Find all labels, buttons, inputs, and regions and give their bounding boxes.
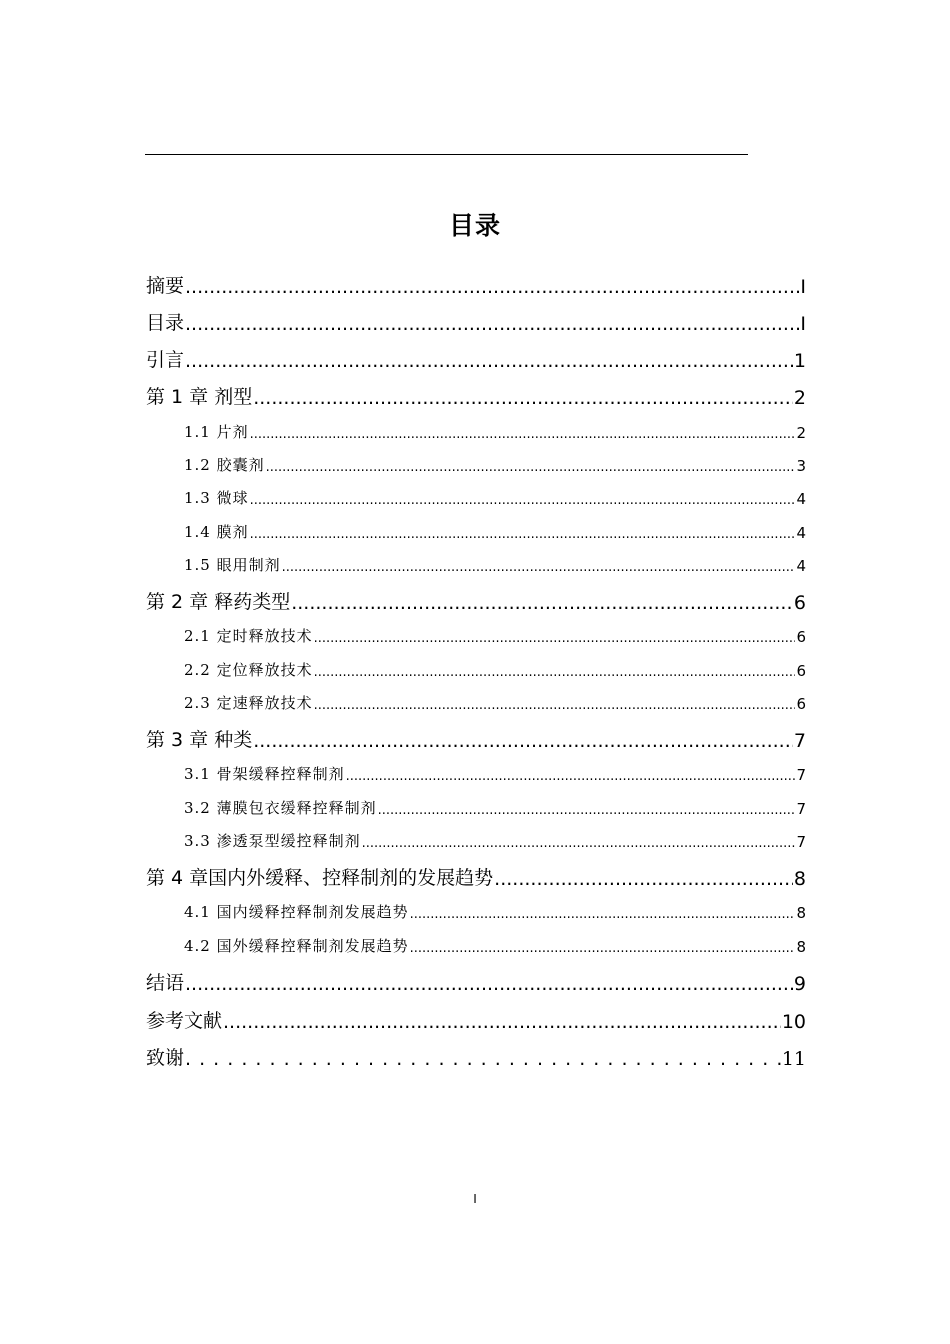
toc-entry-page: I: [800, 276, 806, 298]
toc-entry-section-3-1[interactable]: [146, 762, 806, 784]
toc-entry-conclusion[interactable]: [146, 967, 806, 995]
toc-entry-label: 1.1 片剂: [184, 423, 249, 441]
toc-entry-page: 7: [796, 800, 806, 818]
toc-entry-label: 第 4 章国内外缓释、控释制剂的发展趋势: [146, 867, 494, 889]
dot-leader: [362, 836, 796, 851]
dot-leader: [410, 941, 796, 956]
dot-leader: [223, 1011, 781, 1033]
toc-entry-page: 6: [796, 662, 806, 680]
toc-entry-abstract[interactable]: [146, 270, 806, 298]
toc-entry-section-2-2[interactable]: [146, 658, 806, 680]
toc-entry-section-4-1[interactable]: [146, 900, 806, 922]
dot-leader: [378, 803, 796, 818]
toc-entry-section-2-3[interactable]: [146, 691, 806, 713]
toc-entry-page: 8: [796, 938, 806, 956]
toc-entry-label: 2.3 定速释放技术: [184, 694, 313, 712]
toc-entry-section-3-3[interactable]: [146, 829, 806, 851]
toc-entry-page: 2: [793, 387, 806, 409]
toc-entry-label: 摘要: [146, 275, 185, 297]
toc-entry-section-1-1[interactable]: [146, 420, 806, 442]
dot-leader: [185, 1048, 781, 1070]
dot-leader: [314, 698, 796, 713]
header-rule: [145, 154, 748, 155]
toc-title: 目录: [448, 211, 501, 240]
toc-entry-references[interactable]: [146, 1005, 806, 1033]
toc-entry-section-4-2[interactable]: [146, 934, 806, 956]
dot-leader: [410, 907, 796, 922]
dot-leader: [185, 313, 799, 335]
toc-entry-page: 4: [796, 557, 806, 575]
toc-entry-label: 第 2 章 释药类型: [146, 591, 291, 613]
toc-entry-section-2-1[interactable]: [146, 624, 806, 646]
toc-entry-page: 4: [796, 490, 806, 508]
toc-entry-page: 7: [796, 766, 806, 784]
dot-leader: [282, 560, 796, 575]
toc-entry-label: 3.3 渗透泵型缓控释制剂: [184, 832, 361, 850]
toc-entry-page: 1: [793, 350, 806, 372]
toc-entry-page: 7: [796, 833, 806, 851]
toc-entry-introduction[interactable]: [146, 344, 806, 372]
toc-entry-label: 第 3 章 种类: [146, 729, 253, 751]
toc-entry-chapter-2[interactable]: [146, 586, 806, 614]
toc-entry-contents[interactable]: [146, 307, 806, 335]
toc-entry-label: 4.1 国内缓释控释制剂发展趋势: [184, 903, 409, 921]
toc-entry-section-1-2[interactable]: [146, 453, 806, 475]
dot-leader: [185, 973, 793, 995]
toc-entry-label: 致谢: [146, 1047, 185, 1069]
dot-leader: [314, 631, 796, 646]
toc-entry-label: 结语: [146, 972, 185, 994]
dot-leader: [250, 427, 796, 442]
toc-entry-section-1-4[interactable]: [146, 520, 806, 542]
toc-entry-section-1-5[interactable]: [146, 553, 806, 575]
toc-entry-acknowledgements[interactable]: [146, 1042, 806, 1070]
toc-entry-label: 3.2 薄膜包衣缓释控释制剂: [184, 799, 377, 817]
toc-entry-page: 6: [796, 628, 806, 646]
dot-leader: [346, 769, 796, 784]
footer-page-number: I: [473, 1192, 477, 1206]
toc-entry-label: 3.1 骨架缓释控释制剂: [184, 765, 345, 783]
toc-entry-section-3-2[interactable]: [146, 796, 806, 818]
toc-entry-page: 8: [793, 868, 806, 890]
toc-entry-page: 4: [796, 524, 806, 542]
toc-entry-label: 2.2 定位释放技术: [184, 661, 313, 679]
toc-entry-section-1-3[interactable]: [146, 486, 806, 508]
toc-entry-label: 1.3 微球: [184, 489, 249, 507]
toc-entry-label: 1.4 膜剂: [184, 523, 249, 541]
toc-entry-page: 6: [796, 695, 806, 713]
toc-entry-page: 2: [796, 424, 806, 442]
toc-entry-label: 引言: [146, 349, 185, 371]
dot-leader: [185, 276, 799, 298]
toc-entry-label: 2.1 定时释放技术: [184, 627, 313, 645]
toc-entry-label: 目录: [146, 312, 185, 334]
dot-leader: [494, 868, 793, 890]
toc-entry-label: 1.5 眼用制剂: [184, 556, 281, 574]
toc-entry-label: 4.2 国外缓释控释制剂发展趋势: [184, 937, 409, 955]
toc-entry-page: 11: [781, 1048, 806, 1070]
toc-entry-page: I: [800, 313, 806, 335]
dot-leader: [266, 460, 796, 475]
toc-entry-chapter-3[interactable]: [146, 724, 806, 752]
toc-entry-page: 9: [793, 973, 806, 995]
toc-entry-chapter-1[interactable]: [146, 381, 806, 409]
dot-leader: [250, 527, 796, 542]
toc-entry-page: 10: [781, 1011, 806, 1033]
toc-entry-page: 6: [793, 592, 806, 614]
dot-leader: [253, 387, 793, 409]
dot-leader: [314, 665, 796, 680]
dot-leader: [291, 592, 793, 614]
toc-entry-chapter-4[interactable]: [146, 862, 806, 890]
toc-entry-page: 7: [793, 730, 806, 752]
toc-entry-label: 1.2 胶囊剂: [184, 456, 265, 474]
dot-leader: [250, 493, 796, 508]
dot-leader: [185, 350, 793, 372]
toc-entry-label: 参考文献: [146, 1010, 223, 1032]
toc-entry-page: 8: [796, 904, 806, 922]
toc-entry-label: 第 1 章 剂型: [146, 386, 253, 408]
dot-leader: [253, 730, 793, 752]
toc-entry-page: 3: [796, 457, 806, 475]
